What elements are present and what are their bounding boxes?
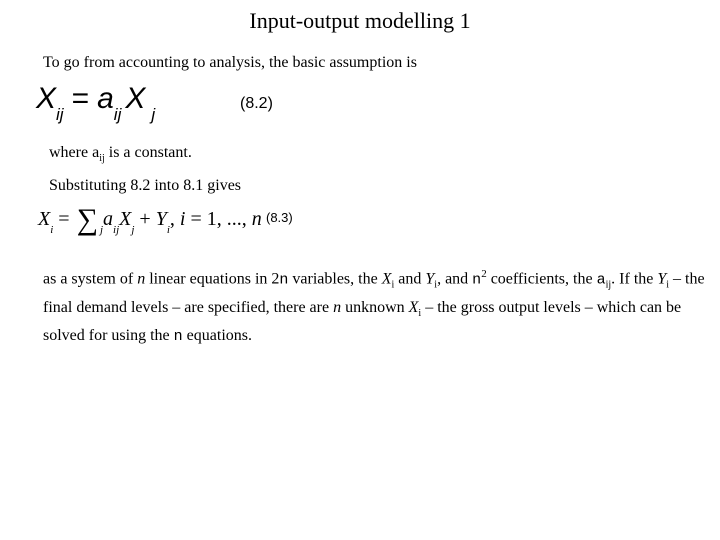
para-text: – the final demand levels – are specified, there are xyxy=(43,270,705,316)
para-x-sub: i xyxy=(391,279,395,291)
eq83-n: n xyxy=(251,208,262,230)
eq82-coef-sub: ij xyxy=(113,105,122,124)
para-y: Y xyxy=(657,270,667,288)
where-text xyxy=(49,144,192,164)
para-a-sub: ij xyxy=(605,279,612,291)
para-text: as a system of xyxy=(43,270,138,288)
para-y: Y xyxy=(425,270,435,288)
eq83-sum-sub: j xyxy=(99,224,104,236)
para-text: coefficients, the xyxy=(486,270,597,288)
equation-8-3 xyxy=(38,203,262,237)
where-before: where a xyxy=(49,144,100,161)
para-y-sub: i xyxy=(666,279,670,291)
eq83-i: i xyxy=(179,208,186,230)
eq82-lhs-sub: ij xyxy=(56,105,64,124)
eq83-x-sub: i xyxy=(50,224,54,236)
page-title: Input-output modelling 1 xyxy=(249,8,471,33)
eq83-a: a xyxy=(103,208,114,230)
para-text: unknown xyxy=(341,298,409,316)
intro-text: To go from accounting to analysis, the basic assumption is xyxy=(43,54,417,71)
eq83-xj-sub: j xyxy=(131,224,135,236)
para-text: , and xyxy=(437,270,473,288)
equation-8-2-number: (8.2) xyxy=(240,95,273,112)
para-text: variables, the xyxy=(288,270,382,288)
eq82-rhs-var: X xyxy=(125,82,146,115)
eq83-range: = 1, ..., xyxy=(185,208,252,230)
eq82-lhs-var: X xyxy=(36,82,57,115)
para-n: n xyxy=(279,271,289,289)
eq83-y: Y xyxy=(155,208,167,230)
equation-8-2 xyxy=(36,82,155,125)
equation-8-3-number: (8.3) xyxy=(266,210,293,225)
eq83-sep: , xyxy=(169,208,180,230)
eq83-equals: = xyxy=(53,208,75,230)
para-n: n xyxy=(173,327,183,345)
para-text: – the gross output levels – which can be solved for using the xyxy=(43,298,682,344)
where-sub: ij xyxy=(99,153,105,165)
para-y-sub: i xyxy=(434,279,438,291)
eq83-y-sub: i xyxy=(166,224,170,236)
para-text: . If the xyxy=(611,270,658,288)
para-x-sub: i xyxy=(418,307,422,319)
para-x: X xyxy=(381,270,392,288)
para-n: n xyxy=(333,298,342,316)
eq83-a-sub: ij xyxy=(113,224,120,236)
para-a: a xyxy=(596,271,606,289)
eq83-x: X xyxy=(38,208,51,230)
eq82-coef: a xyxy=(97,82,114,115)
para-n: n xyxy=(472,271,482,289)
para-x: X xyxy=(408,298,419,316)
eq83-plus: + xyxy=(134,208,156,230)
eq82-equals: = xyxy=(71,82,90,115)
eq82-rhs-sub: j xyxy=(151,105,156,124)
para-square: 2 xyxy=(481,268,487,280)
eq83-xj: X xyxy=(119,208,132,230)
para-text: and xyxy=(394,270,426,288)
para-text: linear equations in 2 xyxy=(145,270,280,288)
eq83-sum: ∑ xyxy=(76,203,98,236)
para-n: n xyxy=(137,270,146,288)
explanation-paragraph xyxy=(43,263,713,348)
where-after: is a constant. xyxy=(104,144,192,161)
substituting-text: Substituting 8.2 into 8.1 gives xyxy=(49,177,242,194)
para-text: equations. xyxy=(182,326,252,344)
